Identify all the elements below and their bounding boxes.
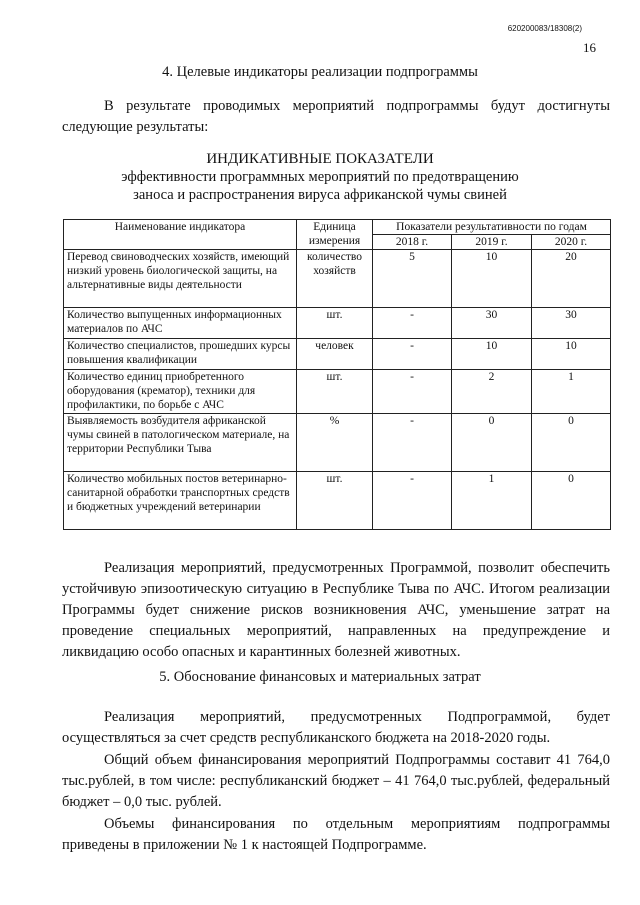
column-header-2020: 2020 г. <box>532 235 611 250</box>
value-2018: - <box>373 370 452 414</box>
value-2020: 20 <box>532 250 611 308</box>
indicator-name: Количество выпущенных информационных материалов по АЧС <box>64 308 297 339</box>
indicator-unit: шт. <box>297 308 373 339</box>
section-5-paragraph-3: Объемы финансирования по отдельным мероприятиям подпрограммы приведены в приложении № 1 к настоящей Подпрограмме. <box>62 816 610 853</box>
indicator-name: Перевод свиноводческих хозяйств, имеющий низкий уровень биологической защиты, на альтернативные виды деятельности <box>64 250 297 308</box>
column-header-2019: 2019 г. <box>452 235 532 250</box>
value-2020: 30 <box>532 308 611 339</box>
indicator-name: Количество специалистов, прошедших курсы повышения квалификации <box>64 339 297 370</box>
table-row <box>64 472 611 530</box>
table-row <box>64 339 611 370</box>
value-2018: - <box>373 339 452 370</box>
section-5-title: 5. Обоснование финансовых и материальных затрат <box>159 669 481 685</box>
indicator-unit: шт. <box>297 472 373 530</box>
indicator-name: Количество мобильных постов ветеринарно-санитарной обработки транспортных средств и бюджетных учреждений ветеринарии <box>64 472 297 530</box>
column-header-years-group: Показатели результативности по годам <box>373 220 611 235</box>
value-2018: - <box>373 308 452 339</box>
indicator-unit: шт. <box>297 370 373 414</box>
value-2020: 1 <box>532 370 611 414</box>
value-2019: 2 <box>452 370 532 414</box>
value-2019: 10 <box>452 250 532 308</box>
after-table-paragraph: Реализация мероприятий, предусмотренных Программой, позволит обеспечить устойчивую эпизоотическую ситуацию в Республике Тыва по АЧС. Итогом реализации Программы будет снижение рисков возникновения АЧС, уменьшение затрат на проведение специальных мероприятий, направленных на предупреждение и ликвидацию особо опасных и карантинных болезней животных. <box>62 560 610 660</box>
indicators-table <box>63 219 611 530</box>
value-2019: 0 <box>452 414 532 472</box>
table-row <box>64 414 611 472</box>
section-5-paragraph-1: Реализация мероприятий, предусмотренных Подпрограммой, будет осуществляться за счет средств республиканского бюджета на 2018-2020 годы. <box>62 709 610 746</box>
column-header-name: Наименование индикатора <box>64 220 297 250</box>
value-2018: - <box>373 472 452 530</box>
section-4-intro: В результате проводимых мероприятий подпрограммы будут достигнуты следующие результаты: <box>62 98 610 135</box>
indicator-name: Количество единиц приобретенного оборудования (крематор), техники для профилактики, по борьбе с АЧС <box>64 370 297 414</box>
indicators-subtitle-line2: заноса и распространения вируса африканской чумы свиней <box>133 187 507 203</box>
column-header-unit: Единица измерения <box>297 220 373 250</box>
value-2019: 1 <box>452 472 532 530</box>
table-row <box>64 370 611 414</box>
indicator-name: Выявляемость возбудителя африканской чумы свиней в патологическом материале, на территории Республики Тыва <box>64 414 297 472</box>
value-2018: - <box>373 414 452 472</box>
indicator-unit: % <box>297 414 373 472</box>
section-4-title: 4. Целевые индикаторы реализации подпрограммы <box>162 64 478 80</box>
indicator-unit: человек <box>297 339 373 370</box>
value-2019: 30 <box>452 308 532 339</box>
indicators-title: ИНДИКАТИВНЫЕ ПОКАЗАТЕЛИ <box>206 151 434 167</box>
column-header-2018: 2018 г. <box>373 235 452 250</box>
document-code: 620200083/18308(2) <box>507 24 582 33</box>
table-row <box>64 308 611 339</box>
page-number: 16 <box>583 40 596 55</box>
value-2018: 5 <box>373 250 452 308</box>
value-2020: 0 <box>532 472 611 530</box>
value-2020: 10 <box>532 339 611 370</box>
indicator-unit: количество хозяйств <box>297 250 373 308</box>
indicators-subtitle-line1: эффективности программных мероприятий по предотвращению <box>121 169 519 185</box>
table-row <box>64 250 611 308</box>
value-2019: 10 <box>452 339 532 370</box>
value-2020: 0 <box>532 414 611 472</box>
section-5-paragraph-2: Общий объем финансирования мероприятий Подпрограммы составит 41 764,0 тыс.рублей, в том числе: республиканский бюджет – 41 764,0 тыс.рублей, федеральный бюджет – 0,0 тыс. рублей. <box>62 752 610 810</box>
